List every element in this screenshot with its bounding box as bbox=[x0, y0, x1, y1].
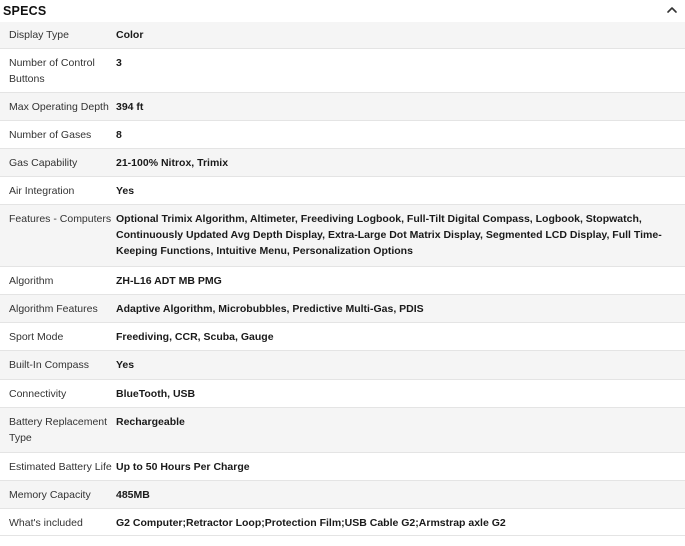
spec-value: 485MB bbox=[116, 489, 150, 501]
spec-value: G2 Computer;Retractor Loop;Protection Film;USB Cable G2;Armstrap axle G2 bbox=[116, 517, 506, 529]
spec-label: Estimated Battery Life bbox=[9, 461, 112, 473]
spec-row bbox=[0, 453, 685, 481]
chevron-up-icon[interactable] bbox=[665, 3, 679, 17]
spec-row bbox=[0, 49, 685, 93]
spec-label: Features - Computers bbox=[9, 213, 112, 225]
spec-row bbox=[0, 408, 685, 453]
spec-label: Battery Replacement Type bbox=[9, 416, 108, 444]
spec-label: Memory Capacity bbox=[9, 489, 91, 501]
spec-row bbox=[0, 509, 685, 536]
spec-row bbox=[0, 149, 685, 177]
spec-label: Number of Control Buttons bbox=[9, 57, 95, 85]
spec-label: Air Integration bbox=[9, 185, 75, 197]
spec-value: 3 bbox=[116, 57, 122, 69]
spec-row bbox=[0, 323, 685, 351]
spec-label: Built-In Compass bbox=[9, 359, 89, 371]
spec-row bbox=[0, 267, 685, 295]
spec-row bbox=[0, 93, 685, 121]
spec-label: Gas Capability bbox=[9, 157, 78, 169]
spec-label: What's included bbox=[9, 517, 83, 529]
spec-value: Adaptive Algorithm, Microbubbles, Predictive Multi-Gas, PDIS bbox=[116, 303, 424, 315]
spec-value: Up to 50 Hours Per Charge bbox=[116, 461, 250, 473]
spec-row bbox=[0, 380, 685, 408]
spec-label: Algorithm bbox=[9, 275, 54, 287]
spec-label: Sport Mode bbox=[9, 331, 64, 343]
spec-label: Algorithm Features bbox=[9, 303, 98, 315]
spec-value: Rechargeable bbox=[116, 416, 185, 428]
spec-value: Optional Trimix Algorithm, Altimeter, Freediving Logbook, Full-Tilt Digital Compass, Logbook, Stopwatch, Continuously Updated Avg Depth Display, Extra-Large Dot Matrix Display, Segmented LCD Display, Full Time-Keeping Functions, Intuitive Menu, Personalization Options bbox=[116, 213, 662, 257]
spec-value: 394 ft bbox=[116, 101, 144, 113]
spec-value: Yes bbox=[116, 185, 135, 197]
spec-row bbox=[0, 22, 685, 49]
spec-value: BlueTooth, USB bbox=[116, 388, 196, 400]
spec-row bbox=[0, 121, 685, 149]
spec-label: Display Type bbox=[9, 29, 69, 41]
spec-label: Max Operating Depth bbox=[9, 101, 109, 113]
spec-row bbox=[0, 351, 685, 380]
spec-value: Yes bbox=[116, 359, 135, 371]
specs-title: SPECS bbox=[3, 4, 47, 18]
spec-value: 8 bbox=[116, 129, 122, 141]
spec-row bbox=[0, 177, 685, 205]
spec-row bbox=[0, 481, 685, 509]
spec-label: Connectivity bbox=[9, 388, 67, 400]
specs-header[interactable] bbox=[0, 0, 685, 22]
spec-value: 21-100% Nitrox, Trimix bbox=[116, 157, 229, 169]
spec-value: Color bbox=[116, 29, 144, 41]
spec-label: Number of Gases bbox=[9, 129, 92, 141]
spec-value: Freediving, CCR, Scuba, Gauge bbox=[116, 331, 274, 343]
spec-row bbox=[0, 205, 685, 267]
spec-value: ZH-L16 ADT MB PMG bbox=[116, 275, 222, 287]
spec-row bbox=[0, 295, 685, 323]
specs-table bbox=[0, 22, 685, 536]
